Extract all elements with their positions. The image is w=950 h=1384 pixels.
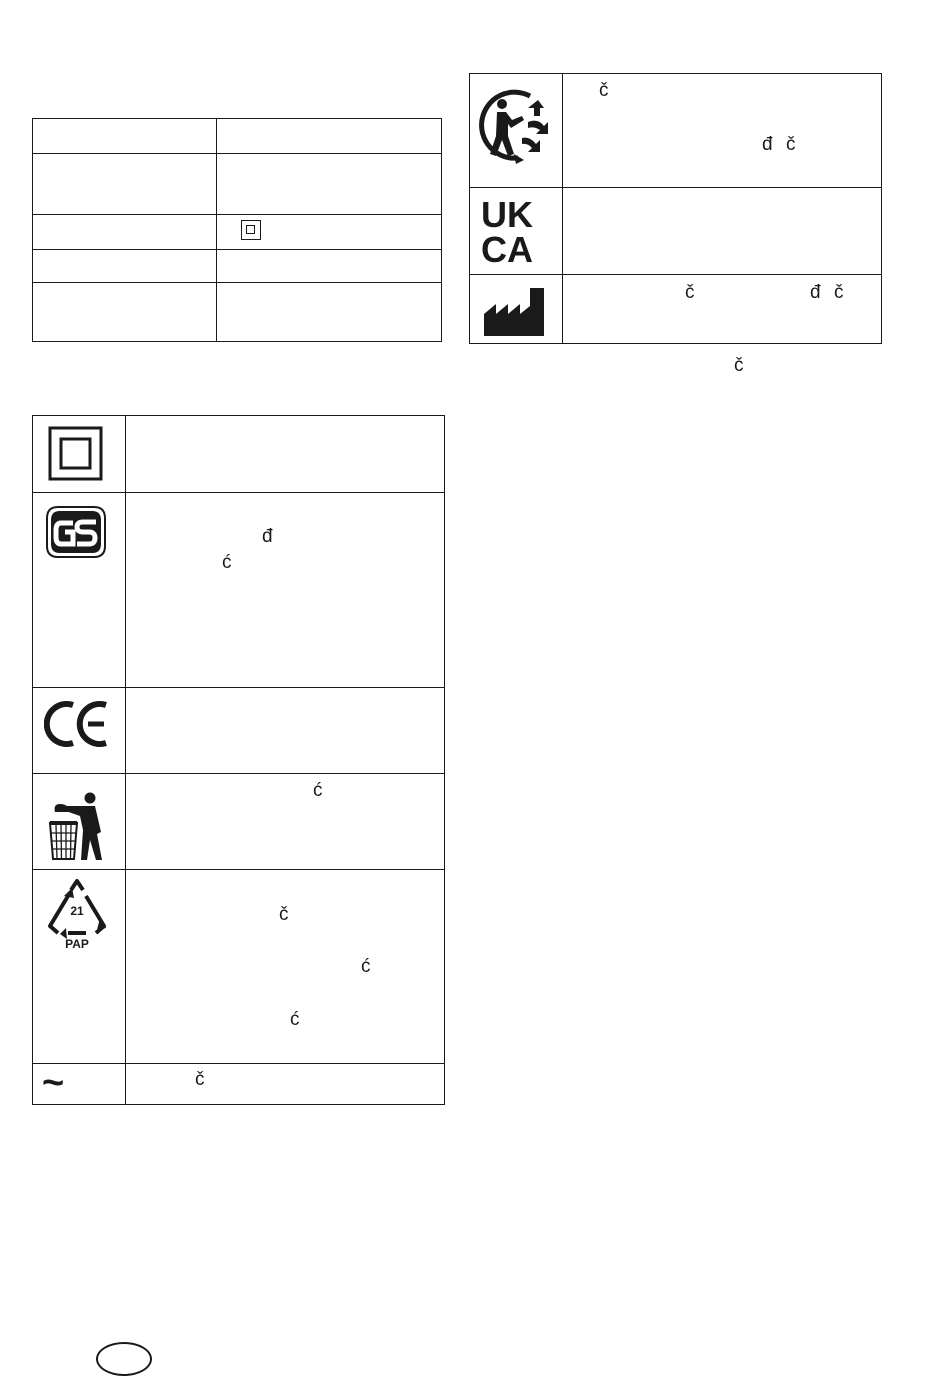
recycling-pap21-icon [44, 878, 110, 954]
text-fragment: č [279, 904, 289, 925]
gs-mark-icon [43, 504, 109, 560]
recycling-material-text: PAP [65, 937, 89, 951]
protection-class-icon [241, 220, 261, 240]
ukca-mark-icon [480, 197, 548, 265]
text-fragment: č [195, 1069, 205, 1090]
symbols-column-divider [125, 416, 126, 1104]
ce-mark-icon [44, 700, 110, 748]
text-fragment: č [834, 282, 844, 303]
alternating-current-icon: ~ [42, 1062, 65, 1104]
text-fragment: ć [313, 780, 323, 801]
symbols-column-divider [562, 74, 563, 343]
country-code-badge [96, 1342, 152, 1376]
ukca-line2-text: CA [481, 229, 533, 265]
text-fragment: đ [762, 134, 773, 155]
triman-icon [478, 86, 552, 164]
text-fragment: đ [810, 282, 821, 303]
tidyman-bin-icon [47, 790, 107, 862]
text-fragment: č [685, 282, 695, 303]
spec-row-divider [33, 282, 441, 283]
recycling-code-text: 21 [70, 904, 84, 918]
symbol-row-divider [470, 274, 881, 275]
technical-data-table [32, 118, 442, 342]
symbol-row-divider [33, 492, 444, 493]
double-insulation-icon [48, 426, 104, 482]
ukca-line1-text: UK [481, 197, 533, 235]
symbol-row-divider [33, 869, 444, 870]
symbol-row-divider [470, 187, 881, 188]
spec-row-divider [33, 249, 441, 250]
symbol-row-divider [33, 773, 444, 774]
text-fragment: ć [361, 956, 371, 977]
spec-row-divider [33, 214, 441, 215]
spec-row-divider [33, 153, 441, 154]
symbol-row-divider [33, 1063, 444, 1064]
text-fragment: ć [290, 1009, 300, 1030]
text-fragment: č [734, 355, 744, 376]
text-fragment: đ [262, 526, 273, 547]
text-fragment: ć [222, 552, 232, 573]
manufacturer-factory-icon [482, 286, 546, 338]
text-fragment: č [599, 80, 609, 101]
text-fragment: č [786, 134, 796, 155]
symbol-row-divider [33, 687, 444, 688]
